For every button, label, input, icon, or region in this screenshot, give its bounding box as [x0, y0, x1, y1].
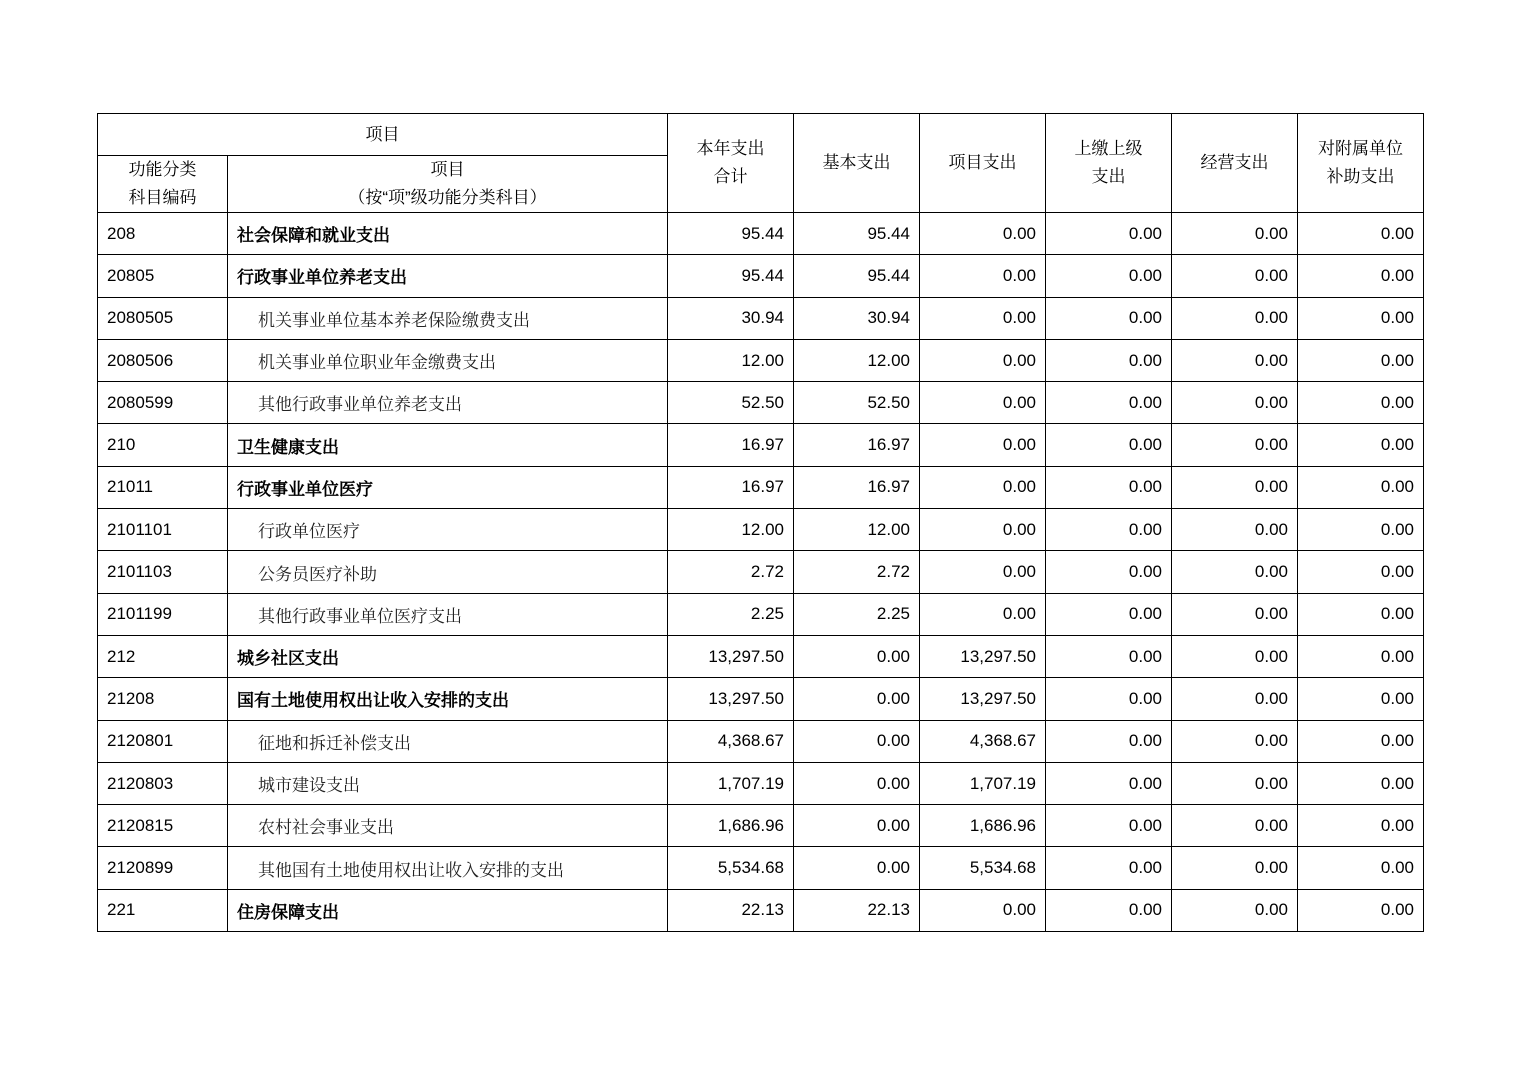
- row-value: 0.00: [920, 889, 1046, 931]
- row-value: 0.00: [1172, 805, 1298, 847]
- row-value: 0.00: [1046, 593, 1172, 635]
- row-value: 16.97: [668, 466, 794, 508]
- table-row: [98, 635, 1424, 677]
- row-value: 0.00: [1172, 847, 1298, 889]
- row-value: 0.00: [1298, 593, 1424, 635]
- row-value: 0.00: [1172, 297, 1298, 339]
- row-value: 0.00: [1172, 635, 1298, 677]
- row-value: 0.00: [1298, 635, 1424, 677]
- row-value: 0.00: [1046, 678, 1172, 720]
- row-code: 221: [98, 889, 228, 931]
- row-code: 20805: [98, 255, 228, 297]
- row-value: 0.00: [1172, 509, 1298, 551]
- row-value: 2.25: [794, 593, 920, 635]
- row-name: 征地和拆迁补偿支出: [228, 720, 668, 762]
- row-name: 机关事业单位基本养老保险缴费支出: [228, 297, 668, 339]
- row-value: 0.00: [1046, 551, 1172, 593]
- row-value: 0.00: [1172, 424, 1298, 466]
- row-value: 0.00: [1046, 424, 1172, 466]
- row-value: 0.00: [794, 805, 920, 847]
- row-value: 2.72: [668, 551, 794, 593]
- table-body: [98, 213, 1424, 932]
- col-basic: 基本支出: [794, 114, 920, 213]
- row-value: 0.00: [920, 339, 1046, 381]
- row-value: 13,297.50: [668, 678, 794, 720]
- budget-table: [97, 113, 1424, 932]
- row-value: 0.00: [1298, 382, 1424, 424]
- row-value: 0.00: [794, 635, 920, 677]
- table-row: [98, 255, 1424, 297]
- row-value: 0.00: [1172, 466, 1298, 508]
- row-value: 1,707.19: [920, 762, 1046, 804]
- row-value: 0.00: [1298, 466, 1424, 508]
- row-value: 95.44: [668, 213, 794, 255]
- row-value: 2.72: [794, 551, 920, 593]
- table-row: [98, 466, 1424, 508]
- row-value: 1,686.96: [668, 805, 794, 847]
- row-code: 2120801: [98, 720, 228, 762]
- col-name-line2: （按“项”级功能分类科目）: [348, 188, 547, 207]
- row-value: 0.00: [1172, 382, 1298, 424]
- table-row: [98, 297, 1424, 339]
- row-value: 0.00: [1298, 762, 1424, 804]
- row-value: 0.00: [920, 466, 1046, 508]
- row-name: 城乡社区支出: [228, 635, 668, 677]
- row-name: 农村社会事业支出: [228, 805, 668, 847]
- col-project: 项目支出: [920, 114, 1046, 213]
- row-value: 0.00: [1298, 720, 1424, 762]
- row-value: 0.00: [1172, 255, 1298, 297]
- row-value: 0.00: [1172, 551, 1298, 593]
- row-value: 0.00: [1046, 720, 1172, 762]
- row-code: 21011: [98, 466, 228, 508]
- row-code: 212: [98, 635, 228, 677]
- row-code: 2120815: [98, 805, 228, 847]
- row-value: 0.00: [1046, 889, 1172, 931]
- table-row: [98, 847, 1424, 889]
- row-value: 0.00: [1046, 466, 1172, 508]
- table-row: [98, 889, 1424, 931]
- row-value: 0.00: [1298, 847, 1424, 889]
- col-subsidy: 对附属单位 补助支出: [1298, 114, 1424, 213]
- row-value: 0.00: [1046, 297, 1172, 339]
- row-name: 其他国有土地使用权出让收入安排的支出: [228, 847, 668, 889]
- row-name: 社会保障和就业支出: [228, 213, 668, 255]
- row-value: 30.94: [668, 297, 794, 339]
- row-value: 0.00: [1298, 551, 1424, 593]
- row-value: 0.00: [1172, 678, 1298, 720]
- table-row: [98, 551, 1424, 593]
- row-value: 0.00: [1046, 805, 1172, 847]
- row-value: 16.97: [668, 424, 794, 466]
- row-value: 13,297.50: [920, 635, 1046, 677]
- row-value: 0.00: [1172, 593, 1298, 635]
- row-value: 12.00: [794, 509, 920, 551]
- row-value: 0.00: [794, 678, 920, 720]
- row-value: 16.97: [794, 424, 920, 466]
- row-value: 22.13: [668, 889, 794, 931]
- row-value: 0.00: [920, 424, 1046, 466]
- table-row: [98, 509, 1424, 551]
- row-value: 0.00: [1298, 213, 1424, 255]
- row-value: 0.00: [1046, 255, 1172, 297]
- header-group-project: 项目: [98, 114, 668, 156]
- row-value: 0.00: [1046, 382, 1172, 424]
- row-value: 13,297.50: [668, 635, 794, 677]
- row-value: 16.97: [794, 466, 920, 508]
- row-value: 52.50: [794, 382, 920, 424]
- row-value: 0.00: [920, 593, 1046, 635]
- row-code: 21208: [98, 678, 228, 720]
- row-value: 12.00: [794, 339, 920, 381]
- row-code: 208: [98, 213, 228, 255]
- row-value: 0.00: [1298, 509, 1424, 551]
- table-row: [98, 382, 1424, 424]
- table-row: [98, 678, 1424, 720]
- col-total: 本年支出 合计: [668, 114, 794, 213]
- row-code: 2101199: [98, 593, 228, 635]
- table-row: [98, 805, 1424, 847]
- row-code: 2120803: [98, 762, 228, 804]
- row-value: 0.00: [794, 847, 920, 889]
- row-value: 12.00: [668, 509, 794, 551]
- row-value: 0.00: [920, 297, 1046, 339]
- col-operating: 经营支出: [1172, 114, 1298, 213]
- row-code: 2080599: [98, 382, 228, 424]
- row-value: 0.00: [920, 255, 1046, 297]
- row-name: 住房保障支出: [228, 889, 668, 931]
- row-name: 机关事业单位职业年金缴费支出: [228, 339, 668, 381]
- row-value: 0.00: [920, 213, 1046, 255]
- row-value: 13,297.50: [920, 678, 1046, 720]
- row-value: 0.00: [1046, 847, 1172, 889]
- row-value: 0.00: [1046, 762, 1172, 804]
- row-name: 国有土地使用权出让收入安排的支出: [228, 678, 668, 720]
- row-value: 4,368.67: [920, 720, 1046, 762]
- col-name: [228, 156, 668, 213]
- row-name: 行政单位医疗: [228, 509, 668, 551]
- table-row: [98, 213, 1424, 255]
- row-value: 95.44: [794, 213, 920, 255]
- row-name: 行政事业单位养老支出: [228, 255, 668, 297]
- row-value: 22.13: [794, 889, 920, 931]
- row-code: 2101101: [98, 509, 228, 551]
- row-value: 0.00: [1046, 213, 1172, 255]
- row-value: 1,686.96: [920, 805, 1046, 847]
- row-value: 2.25: [668, 593, 794, 635]
- row-value: 0.00: [920, 551, 1046, 593]
- table-row: [98, 593, 1424, 635]
- row-code: 2120899: [98, 847, 228, 889]
- row-value: 95.44: [794, 255, 920, 297]
- row-value: 5,534.68: [668, 847, 794, 889]
- row-value: 30.94: [794, 297, 920, 339]
- table-row: [98, 762, 1424, 804]
- row-value: 0.00: [1172, 889, 1298, 931]
- row-value: 95.44: [668, 255, 794, 297]
- col-code: 功能分类 科目编码: [98, 156, 228, 213]
- row-value: 0.00: [1298, 255, 1424, 297]
- row-value: 0.00: [1046, 339, 1172, 381]
- row-value: 0.00: [1298, 805, 1424, 847]
- row-value: 0.00: [1298, 424, 1424, 466]
- row-code: 2080505: [98, 297, 228, 339]
- col-remit: 上缴上级 支出: [1046, 114, 1172, 213]
- row-value: 1,707.19: [668, 762, 794, 804]
- col-name-line1: 项目: [430, 160, 465, 179]
- row-value: 0.00: [1298, 339, 1424, 381]
- row-value: 52.50: [668, 382, 794, 424]
- row-value: 0.00: [794, 762, 920, 804]
- row-name: 公务员医疗补助: [228, 551, 668, 593]
- row-name: 卫生健康支出: [228, 424, 668, 466]
- row-value: 0.00: [920, 382, 1046, 424]
- table-row: [98, 424, 1424, 466]
- row-value: 0.00: [1298, 297, 1424, 339]
- table-row: [98, 339, 1424, 381]
- row-value: 0.00: [1172, 339, 1298, 381]
- row-value: 12.00: [668, 339, 794, 381]
- row-code: 210: [98, 424, 228, 466]
- row-name: 城市建设支出: [228, 762, 668, 804]
- row-code: 2080506: [98, 339, 228, 381]
- row-value: 0.00: [1046, 635, 1172, 677]
- row-name: 其他行政事业单位医疗支出: [228, 593, 668, 635]
- table-row: [98, 720, 1424, 762]
- row-value: 0.00: [794, 720, 920, 762]
- row-name: 其他行政事业单位养老支出: [228, 382, 668, 424]
- row-value: 0.00: [1172, 213, 1298, 255]
- row-value: 0.00: [1298, 678, 1424, 720]
- row-value: 5,534.68: [920, 847, 1046, 889]
- row-value: 0.00: [1172, 720, 1298, 762]
- row-value: 0.00: [1298, 889, 1424, 931]
- row-name: 行政事业单位医疗: [228, 466, 668, 508]
- row-value: 0.00: [920, 509, 1046, 551]
- row-code: 2101103: [98, 551, 228, 593]
- row-value: 4,368.67: [668, 720, 794, 762]
- row-value: 0.00: [1172, 762, 1298, 804]
- row-value: 0.00: [1046, 509, 1172, 551]
